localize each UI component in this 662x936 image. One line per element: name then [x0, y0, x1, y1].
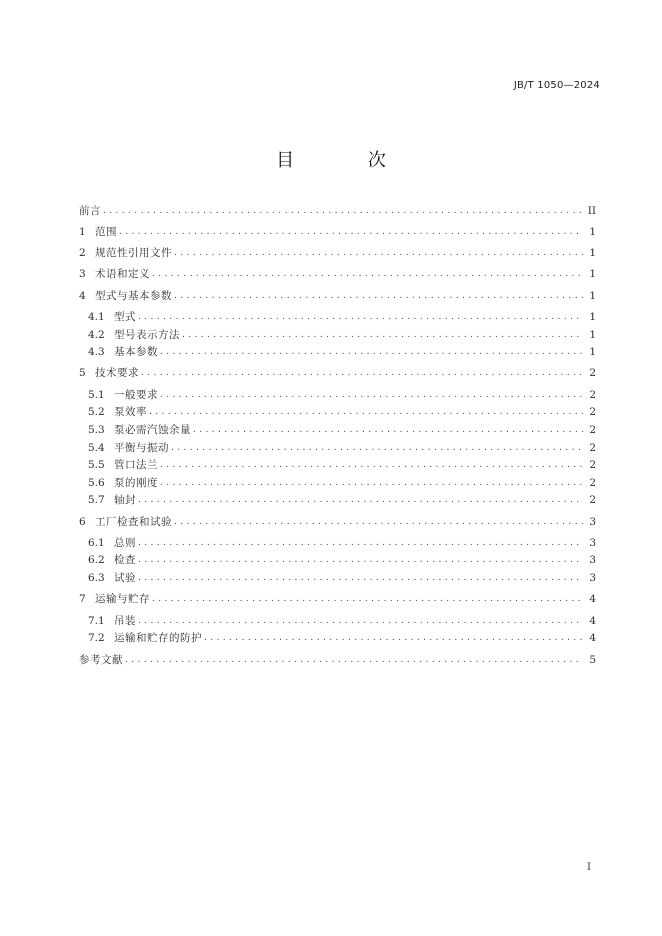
- toc-entry-title: 型式: [114, 311, 136, 323]
- toc-entry[interactable]: [79, 306, 596, 324]
- toc-entry-number: 3: [79, 268, 86, 281]
- toc-entry-title: 管口法兰: [114, 459, 158, 472]
- toc-entry-title: 范围: [95, 225, 117, 238]
- toc-dot-leader: [182, 329, 583, 342]
- toc-entry-title: 一般要求: [114, 388, 158, 401]
- toc-entry-title: 泵的刚度: [114, 476, 158, 489]
- toc-entry[interactable]: [79, 285, 596, 303]
- toc-dot-leader: [138, 572, 583, 585]
- table-of-contents: [79, 200, 596, 667]
- toc-dot-leader: [204, 632, 583, 645]
- toc-entry-page: 1: [589, 247, 596, 260]
- toc-dot-leader: [160, 346, 583, 359]
- toc-entry[interactable]: [79, 567, 596, 585]
- toc-dot-leader: [149, 406, 583, 419]
- toc-entry-number: 4.2: [88, 328, 105, 341]
- toc-entry-number: 1: [79, 225, 86, 238]
- toc-dot-leader: [103, 205, 583, 218]
- toc-entry[interactable]: [79, 649, 596, 667]
- toc-entry-title: 术语和定义: [95, 268, 150, 281]
- toc-entry-page: 2: [589, 441, 596, 454]
- toc-entry-page: 2: [589, 423, 596, 436]
- toc-entry-page: 1: [589, 328, 596, 341]
- toc-entry-page: 1: [589, 225, 596, 238]
- toc-entry[interactable]: [79, 589, 596, 607]
- toc-entry-number: 5: [79, 367, 86, 380]
- toc-entry-page: 1: [589, 289, 596, 302]
- page-title: 目 次: [276, 150, 420, 171]
- toc-entry-number: 4.3: [88, 346, 105, 359]
- toc-entry[interactable]: [79, 511, 596, 529]
- toc-entry[interactable]: [79, 610, 596, 628]
- toc-entry-page: 4: [589, 614, 596, 627]
- toc-entry[interactable]: [79, 264, 596, 282]
- toc-entry[interactable]: [79, 419, 596, 437]
- toc-entry[interactable]: [79, 200, 596, 218]
- toc-dot-leader: [152, 593, 583, 606]
- toc-entry-title: 吊装: [114, 614, 136, 627]
- toc-dot-leader: [138, 494, 583, 507]
- toc-entry-number: 6.3: [88, 572, 105, 585]
- toc-entry[interactable]: [79, 550, 596, 568]
- toc-entry-title: 型式与基本参数: [95, 289, 172, 302]
- toc-dot-leader: [174, 290, 583, 303]
- toc-entry[interactable]: [79, 342, 596, 360]
- toc-entry-title: 前言: [79, 204, 101, 217]
- toc-entry-page: 1: [589, 311, 596, 323]
- toc-dot-leader: [152, 268, 583, 281]
- toc-entry-title: 型号表示方法: [114, 328, 180, 341]
- toc-dot-leader: [138, 537, 583, 550]
- toc-entry[interactable]: [79, 455, 596, 473]
- document-code: JB/T 1050—2024: [513, 80, 600, 91]
- toc-entry-title: 运输与贮存: [95, 593, 150, 606]
- toc-dot-leader: [119, 226, 583, 239]
- toc-entry-page: 5: [589, 653, 596, 666]
- toc-entry-page: 2: [589, 388, 596, 401]
- toc-entry-number: 5.6: [88, 476, 105, 489]
- toc-entry-page: 3: [589, 515, 596, 528]
- toc-dot-leader: [174, 516, 583, 529]
- toc-entry[interactable]: [79, 402, 596, 420]
- toc-entry[interactable]: [79, 243, 596, 261]
- toc-entry-page: 3: [589, 536, 596, 549]
- toc-entry[interactable]: [79, 490, 596, 508]
- toc-entry-title: 工厂检查和试验: [95, 515, 172, 528]
- toc-entry[interactable]: [79, 384, 596, 402]
- toc-dot-leader: [160, 389, 583, 402]
- toc-entry-number: 7.2: [88, 632, 105, 645]
- toc-entry-page: 2: [589, 476, 596, 489]
- toc-entry-title: 泵效率: [114, 406, 147, 419]
- toc-entry-page: 2: [589, 459, 596, 472]
- toc-entry-page: 2: [589, 494, 596, 507]
- toc-entry-page: 3: [589, 572, 596, 585]
- toc-entry-number: 6.2: [88, 554, 105, 567]
- toc-entry-title: 规范性引用文件: [95, 247, 172, 260]
- toc-entry-title: 技术要求: [95, 367, 139, 380]
- page-number: I: [587, 862, 591, 873]
- toc-entry-number: 5.2: [88, 406, 105, 419]
- toc-entry-title: 总则: [114, 536, 136, 549]
- toc-dot-leader: [160, 459, 583, 472]
- toc-entry-page: 2: [589, 406, 596, 419]
- toc-entry[interactable]: [79, 532, 596, 550]
- toc-entry[interactable]: [79, 628, 596, 646]
- toc-dot-leader: [138, 554, 583, 567]
- toc-entry-number: 6: [79, 515, 86, 528]
- toc-entry-page: 1: [589, 268, 596, 281]
- toc-dot-leader: [138, 615, 583, 628]
- toc-dot-leader: [193, 424, 583, 437]
- toc-entry-number: 7: [79, 593, 86, 606]
- toc-entry-number: 4.1: [88, 311, 105, 323]
- toc-entry-number: 5.7: [88, 494, 105, 507]
- toc-dot-leader: [138, 311, 583, 324]
- toc-entry-number: 5.5: [88, 459, 105, 472]
- toc-entry-page: 2: [589, 367, 596, 380]
- toc-entry[interactable]: [79, 324, 596, 342]
- toc-dot-leader: [171, 442, 583, 455]
- toc-entry-number: 5.3: [88, 423, 105, 436]
- toc-entry-title: 检查: [114, 554, 136, 567]
- toc-entry-title: 基本参数: [114, 346, 158, 359]
- toc-entry-title: 运输和贮存的防护: [114, 632, 202, 645]
- toc-dot-leader: [141, 367, 583, 380]
- toc-entry-number: 5.4: [88, 441, 105, 454]
- toc-entry-page: 4: [589, 593, 596, 606]
- toc-entry[interactable]: [79, 221, 596, 239]
- toc-entry-number: 2: [79, 247, 86, 260]
- toc-dot-leader: [125, 654, 583, 667]
- toc-dot-leader: [174, 247, 583, 260]
- toc-entry-number: 4: [79, 289, 86, 302]
- toc-entry-page: 3: [589, 554, 596, 567]
- toc-entry-number: 5.1: [88, 388, 105, 401]
- toc-entry-title: 泵必需汽蚀余量: [114, 423, 191, 436]
- toc-entry[interactable]: [79, 437, 596, 455]
- toc-entry-title: 试验: [114, 572, 136, 585]
- toc-entry[interactable]: [79, 472, 596, 490]
- toc-entry-title: 轴封: [114, 494, 136, 507]
- toc-entry-title: 参考文献: [79, 653, 123, 666]
- toc-entry-number: 6.1: [88, 536, 105, 549]
- toc-entry-page: 4: [589, 632, 596, 645]
- toc-entry[interactable]: [79, 363, 596, 381]
- toc-entry-number: 7.1: [88, 614, 105, 627]
- toc-entry-page: 1: [589, 346, 596, 359]
- toc-entry-title: 平衡与振动: [114, 441, 169, 454]
- toc-entry-page: II: [587, 204, 596, 217]
- toc-dot-leader: [160, 477, 583, 490]
